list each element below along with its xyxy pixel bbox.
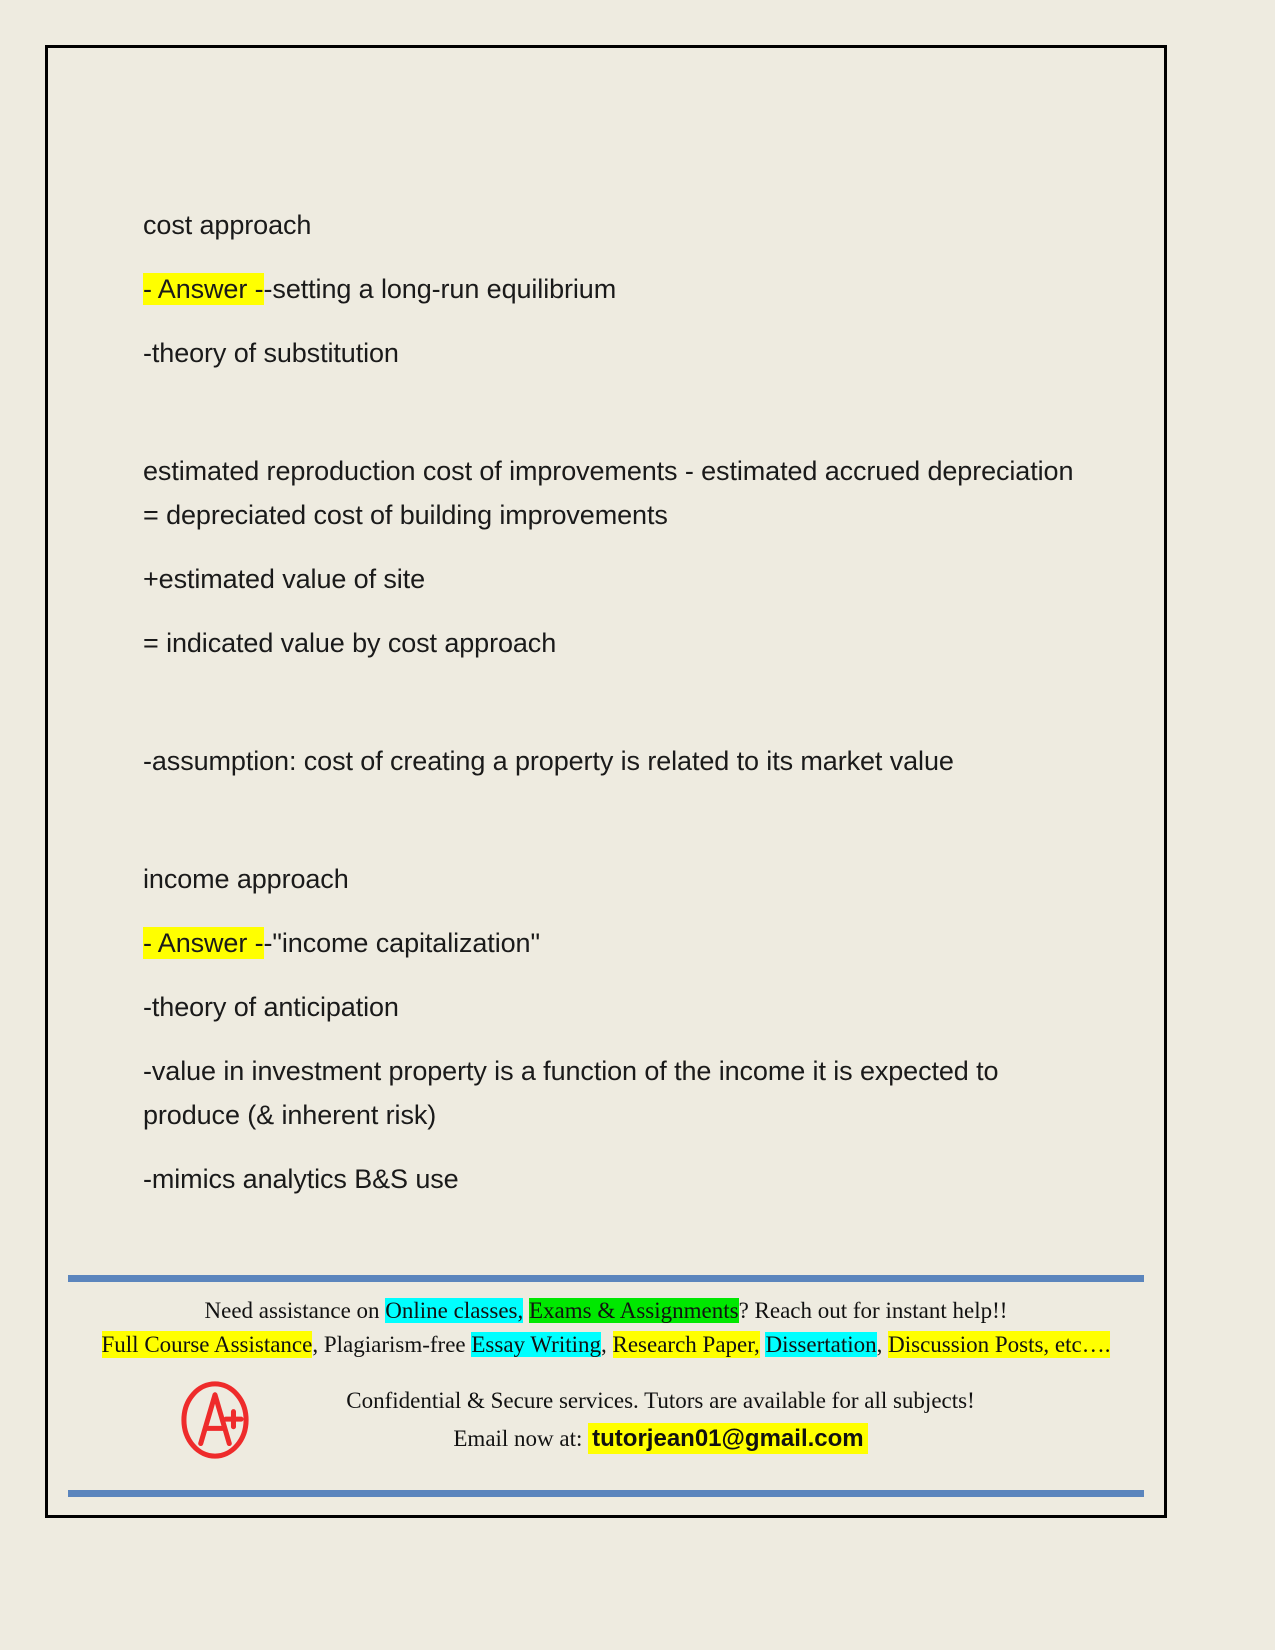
footer-text-mid-2: , xyxy=(601,1332,613,1357)
paragraph-spacer xyxy=(143,395,1078,449)
a-plus-grade-logo-icon xyxy=(173,1378,257,1462)
footer-text-pre: Need assistance on xyxy=(204,1298,386,1323)
footer-email-address[interactable]: tutorjean01@gmail.com xyxy=(588,1423,867,1454)
footer-contact-text xyxy=(257,1384,1144,1456)
paragraph-text: -assumption: cost of creating a property is related to its market value xyxy=(143,746,954,776)
paragraph-answer-income-capitalization xyxy=(143,921,1078,965)
paragraph-estimated-value-site xyxy=(143,557,1078,601)
footer-line-email xyxy=(257,1422,1064,1456)
page-footer xyxy=(68,1275,1144,1497)
footer-text-mid-1: , Plagiarism-free xyxy=(312,1332,472,1357)
footer-divider-bottom xyxy=(68,1490,1144,1497)
paragraph-text: +estimated value of site xyxy=(143,564,426,594)
document-page xyxy=(45,45,1167,1518)
paragraph-text: -value in investment property is a function of the income it is expected to produce (& inherent risk) xyxy=(143,1056,999,1130)
footer-highlight-research-paper: Research Paper, xyxy=(612,1332,760,1357)
paragraph-spacer xyxy=(143,685,1078,739)
paragraph-text: -theory of anticipation xyxy=(143,992,399,1022)
paragraph-indicated-value xyxy=(143,621,1078,665)
answer-label-highlight: - Answer - xyxy=(143,928,264,958)
footer-contact-block xyxy=(68,1378,1144,1462)
answer-label-highlight: - Answer - xyxy=(143,274,264,304)
footer-text-post: ? Reach out for instant help!! xyxy=(738,1298,1008,1323)
footer-promo-block xyxy=(68,1282,1144,1468)
paragraph-text: -mimics analytics B&S use xyxy=(143,1164,459,1194)
footer-highlight-dissertation: Dissertation xyxy=(765,1332,877,1357)
paragraph-assumption xyxy=(143,739,1078,783)
footer-line-confidential: Confidential & Secure services. Tutors are available for all subjects! xyxy=(346,1388,975,1413)
footer-highlight-online-classes: Online classes, xyxy=(385,1298,524,1323)
footer-divider-top xyxy=(68,1275,1144,1282)
paragraph-answer-long-run xyxy=(143,267,1078,311)
paragraph-text: cost approach xyxy=(143,210,312,240)
footer-line-assistance xyxy=(68,1296,1144,1326)
paragraph-theory-substitution xyxy=(143,331,1078,375)
paragraph-text: -"income capitalization" xyxy=(263,928,540,958)
footer-line-services xyxy=(68,1330,1144,1360)
paragraph-text: -setting a long-run equilibrium xyxy=(263,274,617,304)
paragraph-value-investment-property xyxy=(143,1049,1078,1137)
document-body xyxy=(143,203,1078,1221)
paragraph-mimics-analytics xyxy=(143,1157,1078,1201)
footer-text-mid-4: , xyxy=(876,1332,889,1357)
paragraph-text: = indicated value by cost approach xyxy=(143,628,557,658)
paragraph-depreciated-cost-formula xyxy=(143,449,1078,537)
paragraph-income-approach xyxy=(143,857,1078,901)
paragraph-cost-approach xyxy=(143,203,1078,247)
paragraph-text: -theory of substitution xyxy=(143,338,399,368)
footer-highlight-full-course-assistance: Full Course Assistance xyxy=(101,1332,313,1357)
footer-highlight-exams-assignments: Exams & Assignments xyxy=(529,1298,739,1323)
paragraph-spacer xyxy=(143,803,1078,857)
paragraph-theory-anticipation xyxy=(143,985,1078,1029)
paragraph-text: estimated reproduction cost of improvements - estimated accrued depreciation = depreciated cost of building improvements xyxy=(143,456,1074,530)
footer-email-label: Email now at: xyxy=(453,1426,583,1451)
footer-highlight-essay-writing: Essay Writing xyxy=(471,1332,601,1357)
footer-highlight-discussion-posts: Discussion Posts, etc…. xyxy=(888,1332,1111,1357)
paragraph-text: income approach xyxy=(143,864,349,894)
